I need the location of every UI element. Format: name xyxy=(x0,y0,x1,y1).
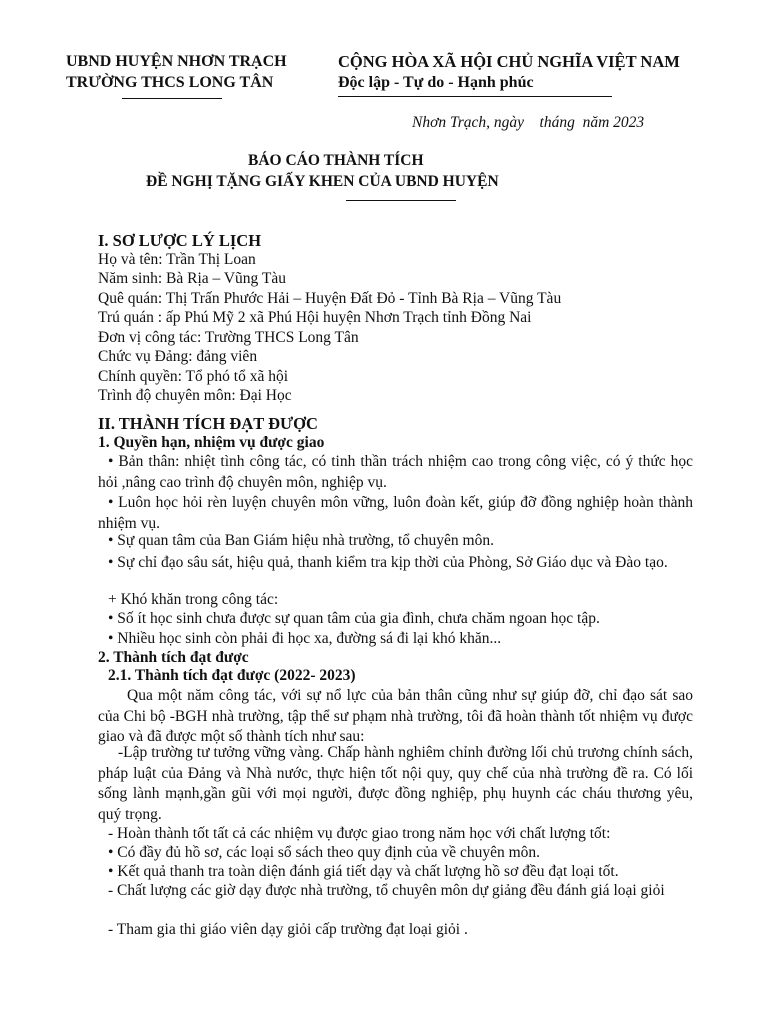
subsection-heading: 2. Thành tích đạt được xyxy=(98,649,249,666)
paragraph: • Kết quả thanh tra toàn diện đánh giá tiết dạy và chất lượng hồ sơ đều đạt loại tốt. xyxy=(108,863,619,880)
date-line: Nhơn Trạch, ngày tháng năm 2023 xyxy=(412,114,645,131)
report-subtitle: ĐỀ NGHỊ TẶNG GIẤY KHEN CỦA UBND HUYỆN xyxy=(146,173,499,190)
school-name: TRƯỜNG THCS LONG TÂN xyxy=(66,74,274,91)
profile-party-role: Chức vụ Đảng: đảng viên xyxy=(98,348,258,365)
paragraph: Qua một năm công tác, với sự nổ lực của bản thân cũng như sự giúp đỡ, chỉ đạo sát sao của Chi bộ -BGH nhà trường, tập thể sư phạm nhà trường, tôi đã hoàn thành tốt nhiệm vụ được giao và đã được một số thành tích như sau: xyxy=(98,687,693,745)
profile-name: Họ và tên: Trần Thị Loan xyxy=(98,251,256,268)
national-motto: Độc lập - Tự do - Hạnh phúc xyxy=(338,74,534,91)
header-right-underline xyxy=(338,96,612,97)
profile-government-role: Chính quyền: Tổ phó tổ xã hội xyxy=(98,368,289,385)
paragraph: - Hoàn thành tốt tất cả các nhiệm vụ được giao trong năm học với chất lượng tốt: xyxy=(108,825,611,842)
paragraph: • Có đầy đủ hồ sơ, các loại sổ sách theo quy định của về chuyên môn. xyxy=(108,844,541,861)
agency-name: UBND HUYỆN NHƠN TRẠCH xyxy=(66,53,287,70)
header-left-underline xyxy=(122,98,222,99)
subsection-heading: 1. Quyền hạn, nhiệm vụ được giao xyxy=(98,434,325,451)
profile-residence: Trú quán : ấp Phú Mỹ 2 xã Phú Hội huyện Nhơn Trạch tỉnh Đồng Nai xyxy=(98,309,532,326)
paragraph: • Sự chỉ đạo sâu sát, hiệu quả, thanh kiểm tra kịp thời của Phòng, Sở Giáo dục và Đào tạo. xyxy=(108,554,668,571)
section-heading: II. THÀNH TÍCH ĐẠT ĐƯỢC xyxy=(98,414,318,433)
profile-hometown: Quê quán: Thị Trấn Phước Hải – Huyện Đất Đỏ - Tỉnh Bà Rịa – Vũng Tàu xyxy=(98,290,562,307)
report-title: BÁO CÁO THÀNH TÍCH xyxy=(248,152,424,169)
national-title: CỘNG HÒA XÃ HỘI CHỦ NGHĨA VIỆT NAM xyxy=(338,52,680,71)
paragraph: - Chất lượng các giờ dạy được nhà trường, tổ chuyên môn dự giảng đều đánh giá loại giỏi xyxy=(108,882,665,899)
title-underline xyxy=(346,200,456,201)
paragraph: • Nhiều học sinh còn phải đi học xa, đường sá đi lại khó khăn... xyxy=(108,630,502,647)
paragraph: • Sự quan tâm của Ban Giám hiệu nhà trường, tổ chuyên môn. xyxy=(108,532,494,549)
paragraph: + Khó khăn trong công tác: xyxy=(108,591,279,608)
paragraph: -Lập trường tư tưởng vững vàng. Chấp hành nghiêm chỉnh đường lối chủ trương chính sách, pháp luật của Đảng và Nhà nước, thực hiện tốt nội quy, quy chế của nhà trường đề ra. Có lối sống lành mạnh,gần gũi với mọi người, được đồng nghiệp, phụ huynh các cháu thương yêu, quý trọng. xyxy=(98,744,693,823)
paragraph: • Số ít học sinh chưa được sự quan tâm của gia đình, chưa chăm ngoan học tập. xyxy=(108,610,600,627)
section-heading: I. SƠ LƯỢC LÝ LỊCH xyxy=(98,231,262,250)
paragraph: • Luôn học hỏi rèn luyện chuyên môn vững, luôn đoàn kết, giúp đỡ đồng nghiệp hoàn thành nhiệm vụ. xyxy=(98,494,693,532)
profile-workplace: Đơn vị công tác: Trường THCS Long Tân xyxy=(98,329,359,346)
subsection-heading: 2.1. Thành tích đạt được (2022- 2023) xyxy=(108,667,356,684)
profile-qualification: Trình độ chuyên môn: Đại Học xyxy=(98,387,292,404)
paragraph: - Tham gia thi giáo viên dạy giỏi cấp trường đạt loại giỏi . xyxy=(108,921,468,938)
profile-birth: Năm sinh: Bà Rịa – Vũng Tàu xyxy=(98,270,286,287)
paragraph: • Bản thân: nhiệt tình công tác, có tinh thần trách nhiệm cao trong công việc, có ý thức học hỏi ,nâng cao trình độ chuyên môn, nghiệp vụ. xyxy=(98,453,693,491)
